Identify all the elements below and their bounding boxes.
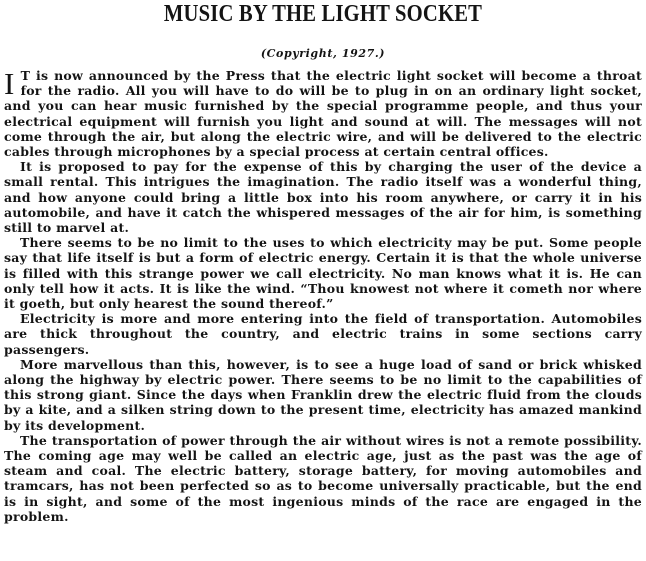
newspaper-article <box>4 0 642 524</box>
drop-cap: I <box>4 66 15 101</box>
article-paragraph-5: More marvellous than this, however, is to see a huge load of sand or brick whisked along the highway by electric power. There seems to be no limit to the capabilities of this strong giant. Since the days when Franklin drew the electric fluid from the clouds by a kite, and a silken string down to the present time, electricity has amazed mankind by its development. <box>4 356 642 433</box>
article-paragraph-3: There seems to be no limit to the uses to which electricity may be put. Some people say that life itself is but a form of electric energy. Certain it is that the whole universe is filled with this strange power we call electricity. No man knows what it is. He can only tell how it acts. It is like the wind. “Thou knowest not where it cometh nor where it goeth, but only hearest the sound thereof.” <box>4 235 642 312</box>
article-paragraph-2: It is proposed to pay for the expense of this by charging the user of the device a small rental. This intrigues the imagination. The radio itself was a wonderful thing, and how anyone could bring a little box into his room anywhere, or carry it in his automobile, and have it catch the whispered messages of the air for him, is something still to marvel at. <box>4 159 642 236</box>
copyright-notice: (Copyright, 1927.) <box>260 47 386 60</box>
article-paragraph-1 <box>4 68 642 159</box>
article-title: MUSIC BY THE LIGHT SOCKET <box>163 1 483 27</box>
paragraph-1-text: T is now announced by the Press that the electric light socket will become a throat for the radio. All you will have to do will be to plug in on an ordinary light socket, and you can hear music furnished by the special programme people, and thus your electrical equipment will furnish you light and sound at will. The messages will not come through the air, but along the electric wire, and will be delivered to the electric cables through microphones by a special process at certain central offices. <box>4 68 642 160</box>
article-paragraph-6: The transportation of power through the air without wires is not a remote possibility. The coming age may well be called an electric age, just as the past was the age of steam and coal. The electric battery, storage battery, for moving automobiles and tramcars, has not been perfected so as to become universally practicable, but the end is in sight, and some of the most ingenious minds of the race are engaged in the problem. <box>4 432 642 524</box>
article-paragraph-4: Electricity is more and more entering into the field of transportation. Automobiles are thick throughout the country, and electric trains in some sections carry passengers. <box>4 311 642 357</box>
